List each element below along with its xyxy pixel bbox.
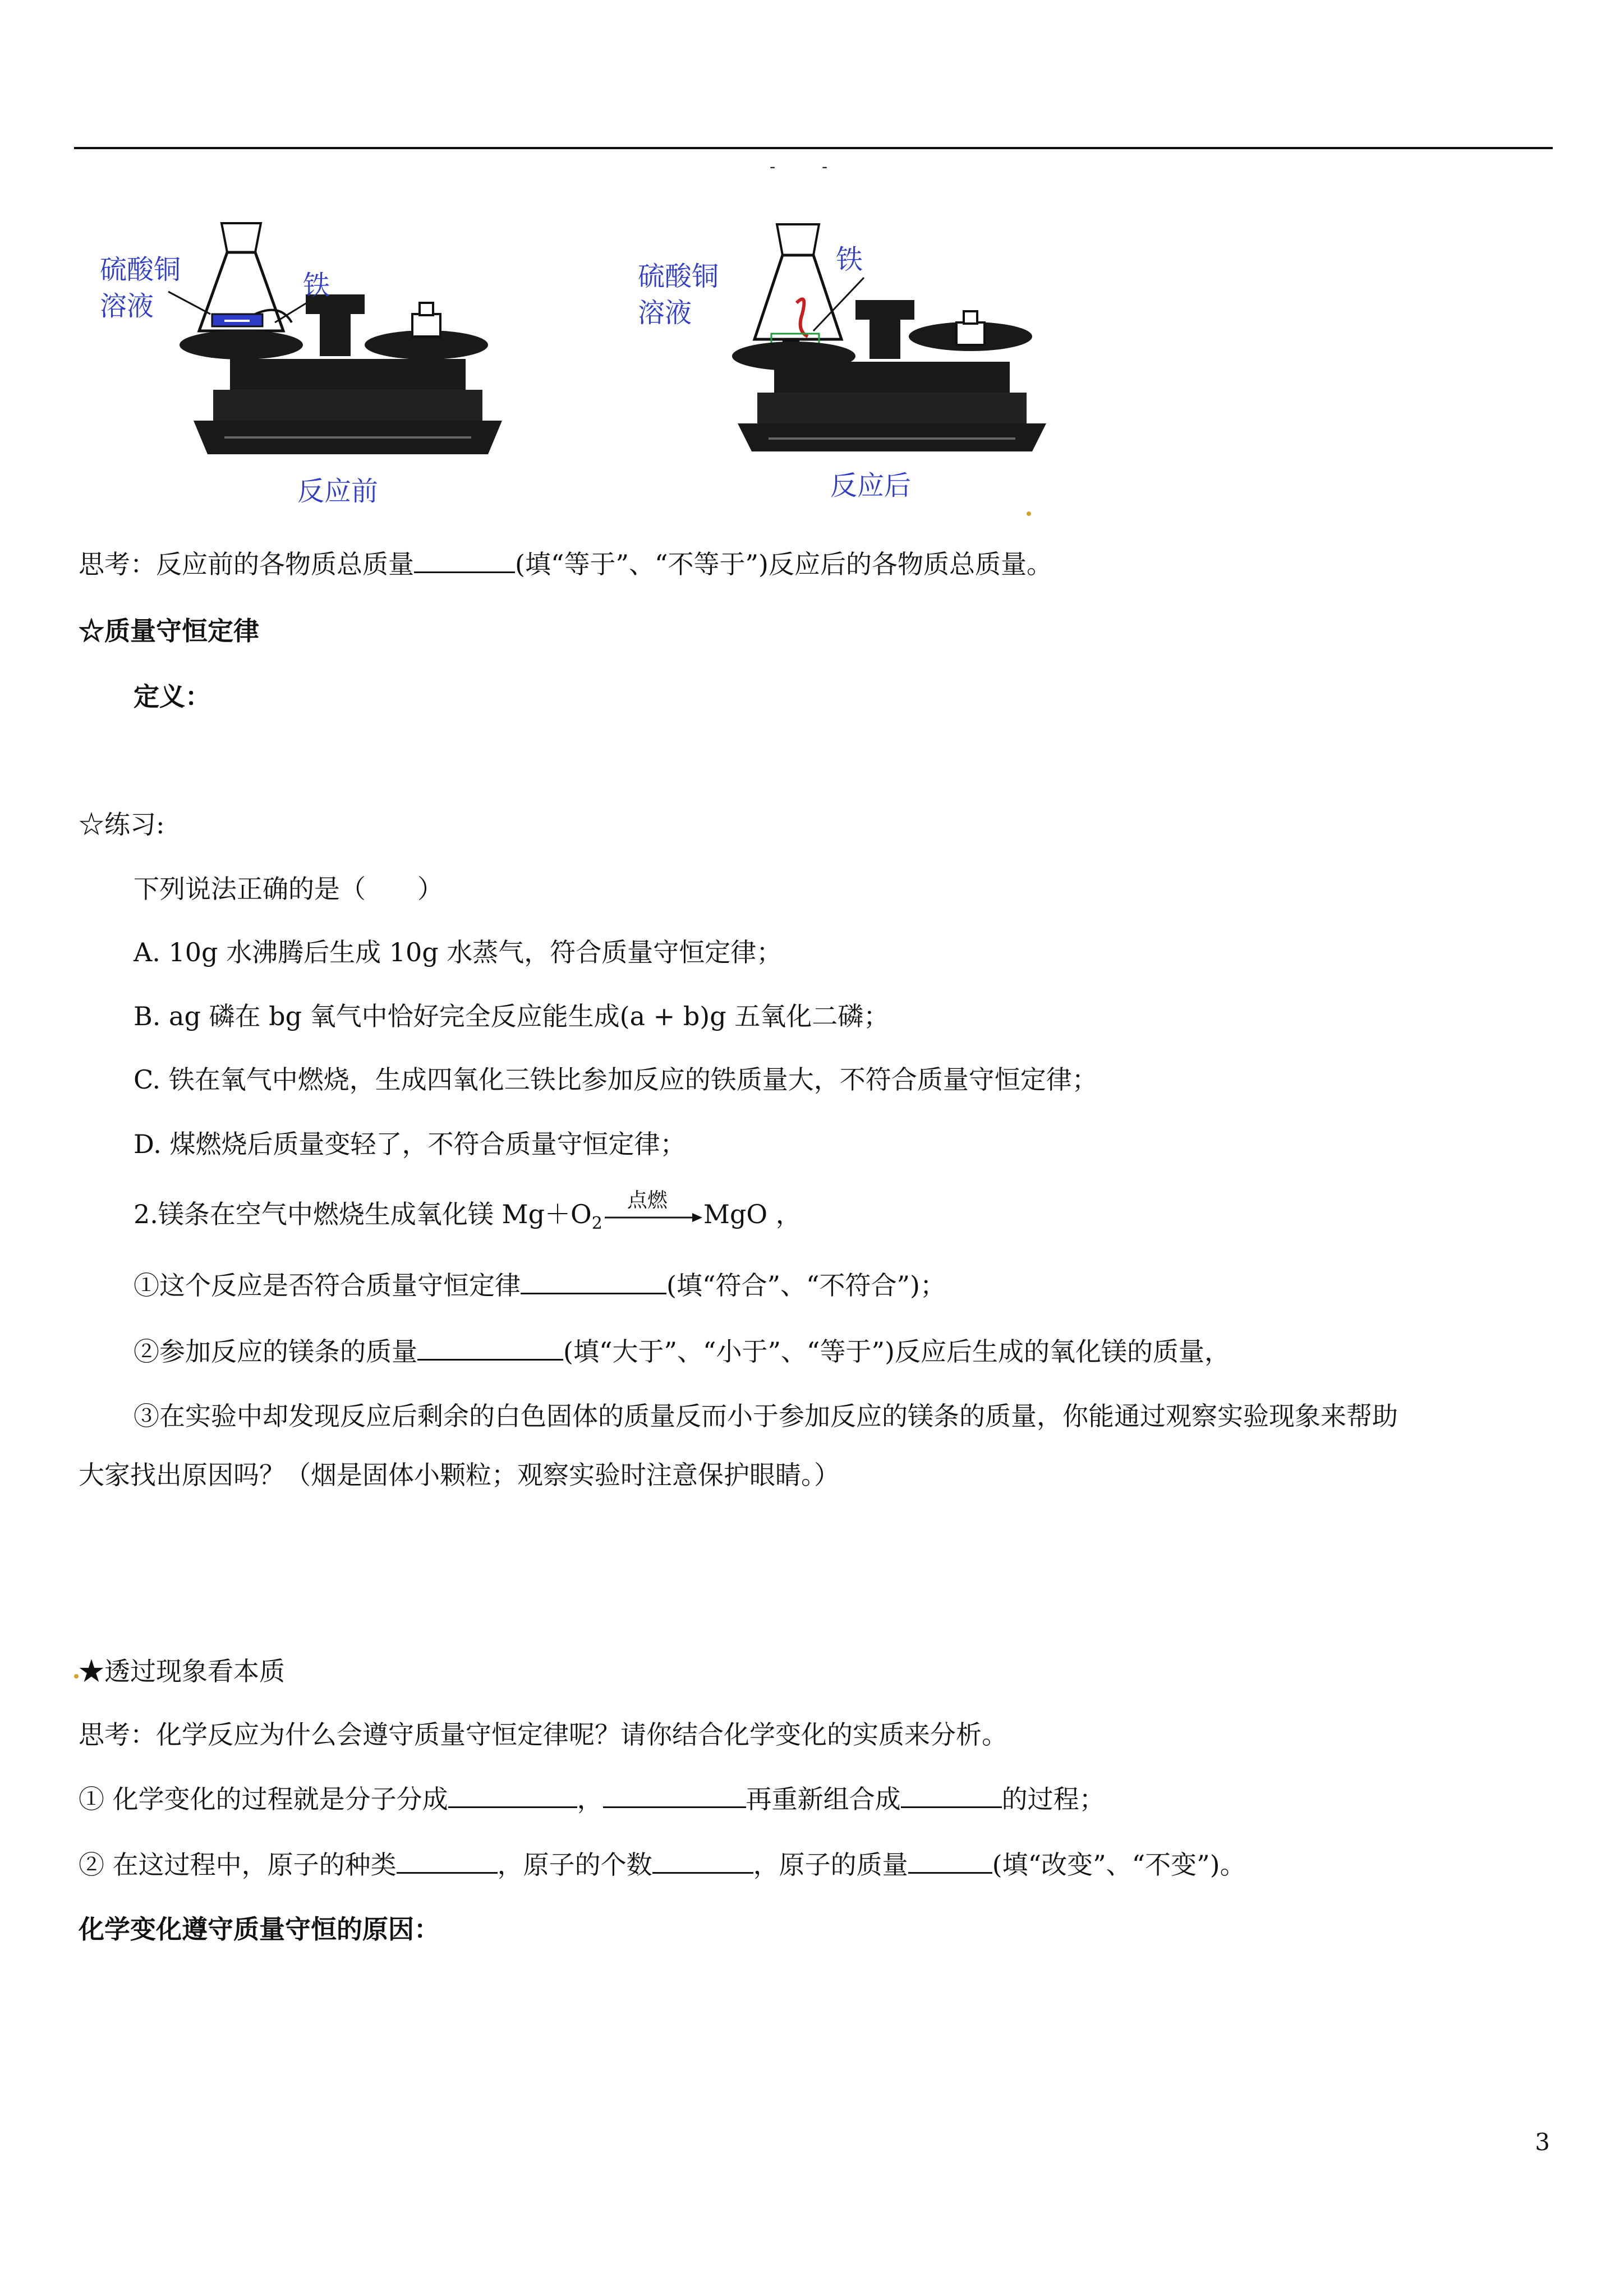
stray-dot bbox=[1027, 511, 1031, 516]
q1-option-d: D. 煤燃烧后质量变轻了，不符合质量守恒定律； bbox=[134, 1129, 686, 1159]
blank-atom-mass[interactable] bbox=[908, 1850, 992, 1874]
q2-sub1: ①这个反应是否符合质量守恒定律 (填“符合”、“不符合”)； bbox=[134, 1270, 946, 1301]
label-solution-before-2: 溶液 bbox=[100, 291, 154, 322]
blank-conform[interactable] bbox=[521, 1270, 666, 1294]
arrow-icon bbox=[602, 1205, 703, 1228]
think-question-2: 思考：化学反应为什么会遵守质量守恒定律呢？请你结合化学变化的实质来分析。 bbox=[79, 1719, 1007, 1750]
q1-stem: 下列说法正确的是（ ） bbox=[134, 874, 443, 904]
blank-atom-type[interactable] bbox=[397, 1850, 498, 1874]
label-solution-before-1: 硫酸铜 bbox=[100, 254, 181, 285]
blank-then[interactable] bbox=[603, 1784, 746, 1808]
caption-before: 反应前 bbox=[297, 476, 379, 507]
blank-mass-relation[interactable] bbox=[417, 1336, 563, 1361]
reason-title: 化学变化遵守质量守恒的原因： bbox=[79, 1914, 440, 1944]
q2-sub3-line1: ③在实验中却发现反应后剩余的白色固体的质量反而小于参加反应的镁条的质量，你能通过观察实验现象来帮助 bbox=[134, 1401, 1398, 1431]
label-iron-after: 铁 bbox=[836, 244, 863, 275]
essence-item-2: ② 在这过程中，原子的种类 ，原子的个数 ，原子的质量 (填“改变”、“不变”)。 bbox=[79, 1850, 1246, 1880]
q1-option-a: A. 10g 水沸腾后生成 10g 水蒸气，符合质量守恒定律； bbox=[134, 937, 783, 967]
q2-sub3-line2: 大家找出原因吗？（烟是固体小颗粒；观察实验时注意保护眼睛。） bbox=[79, 1460, 840, 1490]
balance-after-illustration bbox=[0, 0, 1066, 516]
arrow-condition: 点燃 bbox=[627, 1189, 668, 1212]
q2-stem: 2.镁条在空气中燃烧生成氧化镁 $Mg+O_2$ 点燃 MgO ， bbox=[134, 1197, 802, 1241]
reaction-arrow bbox=[602, 1189, 703, 1228]
essence-title: ★透过现象看本质 bbox=[79, 1656, 285, 1686]
stray-dot-2 bbox=[74, 1674, 79, 1679]
essence-item-1: ① 化学变化的过程就是分子分成 ， 再重新组合成 的过程； bbox=[79, 1784, 1105, 1814]
blank-atom-count[interactable] bbox=[652, 1850, 753, 1874]
q1-option-c: C. 铁在氧气中燃烧，生成四氧化三铁比参加反应的铁质量大，不符合质量守恒定律； bbox=[134, 1064, 1098, 1095]
law-title: ☆质量守恒定律 bbox=[79, 616, 259, 646]
label-iron-before: 铁 bbox=[303, 270, 330, 301]
label-solution-after-2: 溶液 bbox=[638, 297, 692, 329]
header-dash-left: - bbox=[770, 157, 776, 177]
header-dash-right: - bbox=[822, 157, 828, 177]
exercise-title: ☆练习: bbox=[79, 809, 165, 840]
page-number: 3 bbox=[1535, 2128, 1550, 2156]
caption-after: 反应后 bbox=[830, 470, 912, 501]
definition-label: 定义： bbox=[134, 681, 211, 712]
blank-recombine[interactable] bbox=[901, 1784, 1002, 1808]
q1-option-b: B. ag 磷在 bg 氧气中恰好完全反应能生成(a + b)g 五氧化二磷； bbox=[134, 1001, 890, 1031]
q2-sub2: ②参加反应的镁条的质量 (填“大于”、“小于”、“等于”)反应后生成的氧化镁的质量， bbox=[134, 1336, 1230, 1367]
blank-mass-compare[interactable] bbox=[414, 549, 515, 573]
label-solution-after-1: 硫酸铜 bbox=[638, 261, 719, 292]
blank-molecule-splits[interactable] bbox=[448, 1784, 577, 1808]
think-question-1: 思考：反应前的各物质总质量 (填“等于”、“不等于”)反应后的各物质总质量。 bbox=[79, 549, 1052, 579]
